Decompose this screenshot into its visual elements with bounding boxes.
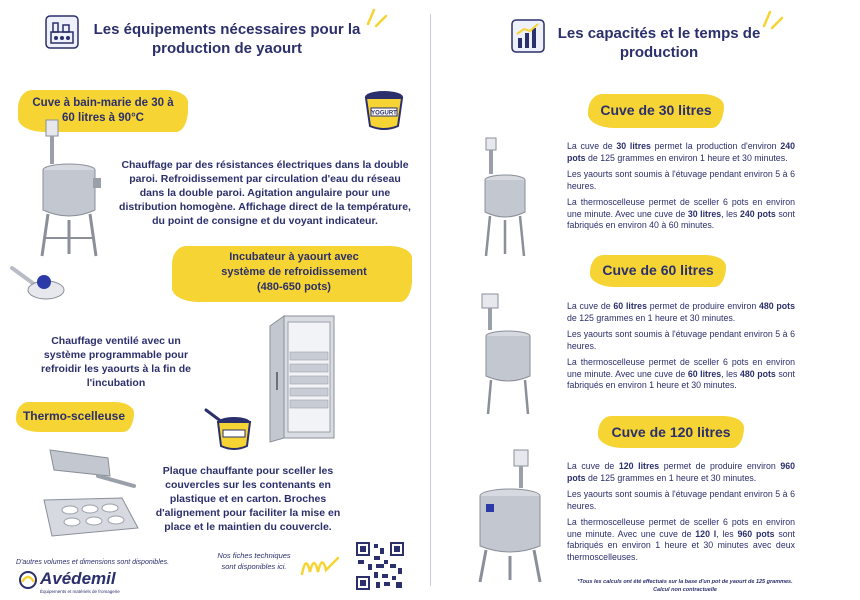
cuve30-image [476,136,534,260]
bain-marie-vat-image [30,118,108,260]
other-volumes-note: D'autres volumes et dimensions sont disponibles. [16,559,170,566]
cuve30-paragraph-2: Les yaourts sont soumis à l'étuvage pendant environ 5 à 6 heures. [567,169,795,191]
footnote: *Tous les calculs ont été effectués sur la base d'un pot de yaourt de 125 grammes. Calcul non contractuelle [577,579,793,593]
cuve60-text [567,301,795,397]
cuve30-paragraph-1: La cuve de 30 litres permet la production d'environ 240 pots de 125 grammes en environ 1 heure et 30 minutes. [567,141,795,163]
cuve60-image [476,292,538,418]
incubator-image [262,312,350,444]
thermo-label: Thermo-scelleuse [22,409,126,423]
cuve60-paragraph-3: La thermoscelleuse permet de sceller 6 pots en environ une minute. Avec une cuve de 60 litres, les 480 pots sont fabriqués en environ 1 heure et 30 minutes. [567,357,795,390]
cuve60-paragraph-2: Les yaourts sont soumis à l'étuvage pendant environ 5 à 6 heures. [567,329,795,351]
cuve-description: Chauffage par des résistances électriques dans la double paroi. Refroidissement par circulation d'eau du réseau dans la double paroi. Agitation angulaire pour une distribution homogène. Affichage direct de la température, du point de consigne et du voyant indicateur. [119,159,411,227]
thermo-description: Plaque chauffante pour sceller les couvercles sur les contenants en plastique et en carton. Broches d'alignement pour faciliter la mise en place et le maintien du couvercle. [155,465,341,533]
cuve30-text [567,141,795,237]
qr-code-image[interactable] [354,540,406,592]
cuve120-paragraph-3: La thermoscelleuse permet de sceller 6 pots en environ une minute. Avec une cuve de 120 l, les 960 pots sont fabriqués en environ 1 heure et 30 minutes avec deux thermoscelleuses. [567,517,795,562]
factory-icon [44,14,80,50]
cuve30-paragraph-3: La thermoscelleuse permet de sceller 6 pots en environ une minute. Avec une cuve de 30 litres, les 240 pots sont fabriqués en environ 40 à 60 minutes. [567,197,795,230]
cuve30-label: Cuve de 30 litres [600,102,712,118]
sparkle-icon [760,8,786,30]
right-title: Les capacités et le temps de production [557,25,761,61]
sparkle-icon [364,6,390,28]
cup-label: YOGURT [371,110,397,117]
logo-name: Avédemil [40,569,116,588]
cuve60-paragraph-1: La cuve de 60 litres permet de produire environ 480 pots de 125 grammes en 1 heure et 30 minutes. [567,301,795,323]
cuve120-image [468,448,552,586]
left-title: Les équipements nécessaires pour la production de yaourt [93,21,361,57]
logo-mark-icon [18,570,38,590]
cuve-label: Cuve à bain-marie de 30 à 60 litres à 90°C [32,97,174,124]
fiches-note: Nos fiches techniques sont disponibles ici. [217,551,291,571]
arrow-doodle-icon [298,548,344,582]
thermo-sealer-image [38,446,146,546]
incubateur-description: Chauffage ventilé avec un système programmable pour refroidir les yaourts à la fin de l'incubation [41,335,191,389]
column-divider [430,14,431,586]
accessory-image [8,262,66,302]
cuve120-label: Cuve de 120 litres [611,424,731,440]
incubateur-label: Incubateur à yaourt avec système de refroidissement (480-650 pots) [221,251,367,293]
yogurt-cup-illustration [360,88,408,132]
cup-spoon-illustration [202,406,256,452]
cuve60-label: Cuve de 60 litres [602,262,714,278]
cuve120-paragraph-1: La cuve de 120 litres permet de produire environ 960 pots de 125 grammes en 1 heure et 30 minutes. [567,461,795,483]
cuve120-paragraph-2: Les yaourts sont soumis à l'étuvage pendant environ 5 à 6 heures. [567,489,795,511]
logo-tagline: Équipements et matériels de fromagerie [40,589,120,594]
cuve120-text [567,461,795,568]
